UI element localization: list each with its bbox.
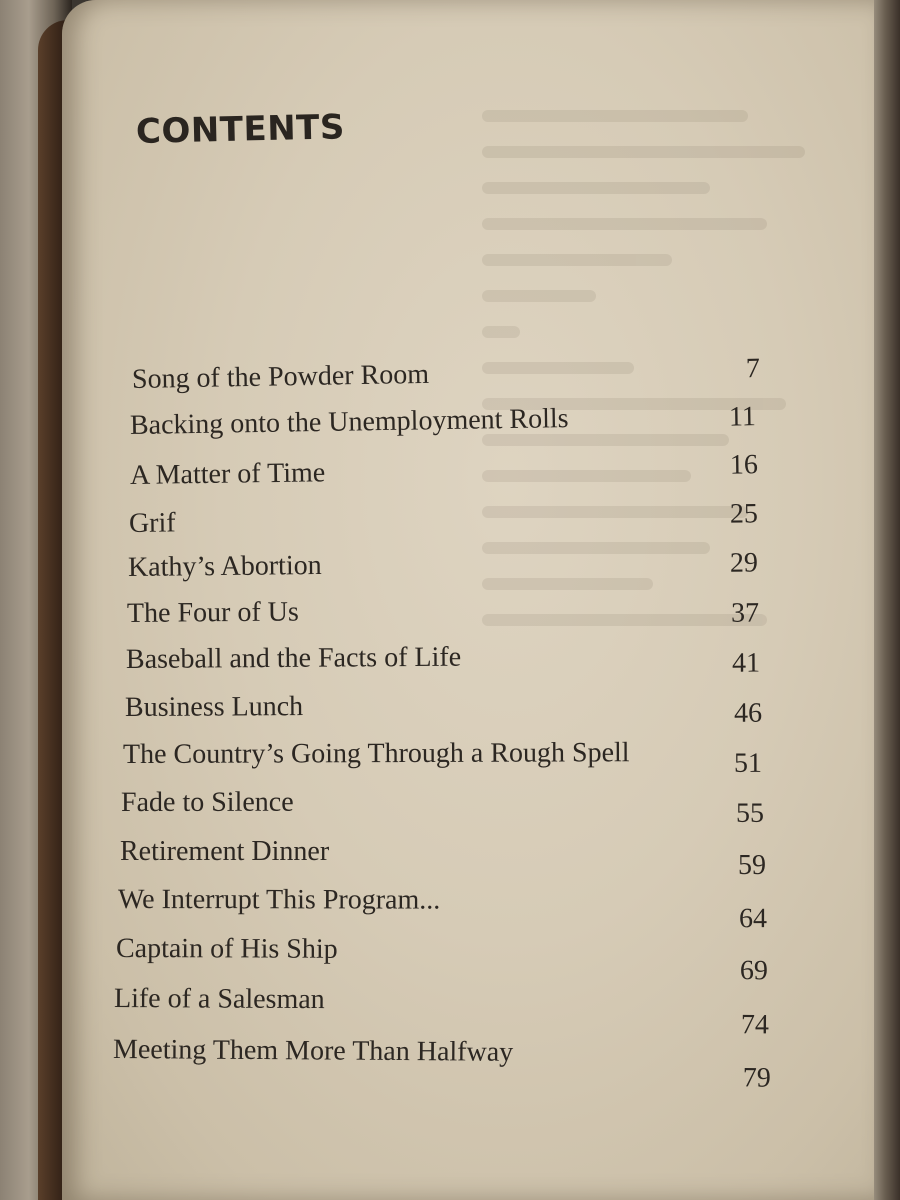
toc-entry-page-number: 74 xyxy=(740,1009,769,1041)
toc-entry xyxy=(130,450,830,494)
toc-entry-title: We Interrupt This Program... xyxy=(117,884,441,916)
toc-entry-title: Captain of His Ship xyxy=(115,933,338,965)
toc-entry-title: The Country’s Going Through a Rough Spell xyxy=(122,737,630,770)
toc-entry-title: Grif xyxy=(128,507,176,539)
toc-entry xyxy=(122,737,823,779)
toc-entry xyxy=(127,592,827,632)
toc-entry-page-number: 41 xyxy=(731,647,761,679)
toc-entry-page-number: 55 xyxy=(735,797,765,829)
toc-entry-title: Kathy’s Abortion xyxy=(127,549,322,583)
toc-entry-page-number: 16 xyxy=(729,449,759,481)
page-title: CONTENTS xyxy=(135,107,346,152)
toc-entry xyxy=(120,786,821,829)
toc-entry-title: Baseball and the Facts of Life xyxy=(125,641,462,675)
toc-entry xyxy=(126,639,826,678)
toc-entry-title: A Matter of Time xyxy=(129,457,326,491)
toc-entry-title: Backing onto the Unemployment Rolls xyxy=(129,403,569,441)
toc-entry-page-number: 79 xyxy=(742,1062,771,1094)
toc-entry xyxy=(124,688,825,729)
toc-entry-page-number: 46 xyxy=(733,697,763,729)
toc-entry-page-number: 59 xyxy=(738,850,766,881)
toc-entry xyxy=(129,499,829,542)
toc-entry-page-number: 25 xyxy=(729,498,759,530)
toc-entry xyxy=(128,545,828,586)
toc-entry xyxy=(115,933,816,987)
toc-entry-page-number: 64 xyxy=(738,903,767,935)
toc-entry xyxy=(132,352,832,398)
toc-entry-title: Business Lunch xyxy=(124,691,304,723)
toc-entry-title: Song of the Powder Room xyxy=(131,358,430,395)
toc-entry-page-number: 37 xyxy=(730,597,760,629)
toc-entry xyxy=(113,983,814,1041)
toc-entry-title: Retirement Dinner xyxy=(120,836,330,867)
toc-entry-page-number: 69 xyxy=(739,955,768,987)
toc-entry-page-number: 7 xyxy=(745,353,761,385)
toc-entry xyxy=(117,884,818,935)
toc-entry-title: Fade to Silence xyxy=(120,786,294,818)
toc-entry-title: Meeting Them More Than Halfway xyxy=(112,1034,514,1068)
toc-entry xyxy=(112,1034,813,1094)
toc-entry-title: The Four of Us xyxy=(126,596,299,629)
toc-entry-page-number: 11 xyxy=(728,401,757,433)
toc-entry-page-number: 51 xyxy=(733,747,763,779)
toc-entry xyxy=(130,399,830,444)
toc-entry-title: Life of a Salesman xyxy=(113,983,325,1016)
toc-entry xyxy=(120,836,820,881)
toc-entry-page-number: 29 xyxy=(729,547,759,579)
